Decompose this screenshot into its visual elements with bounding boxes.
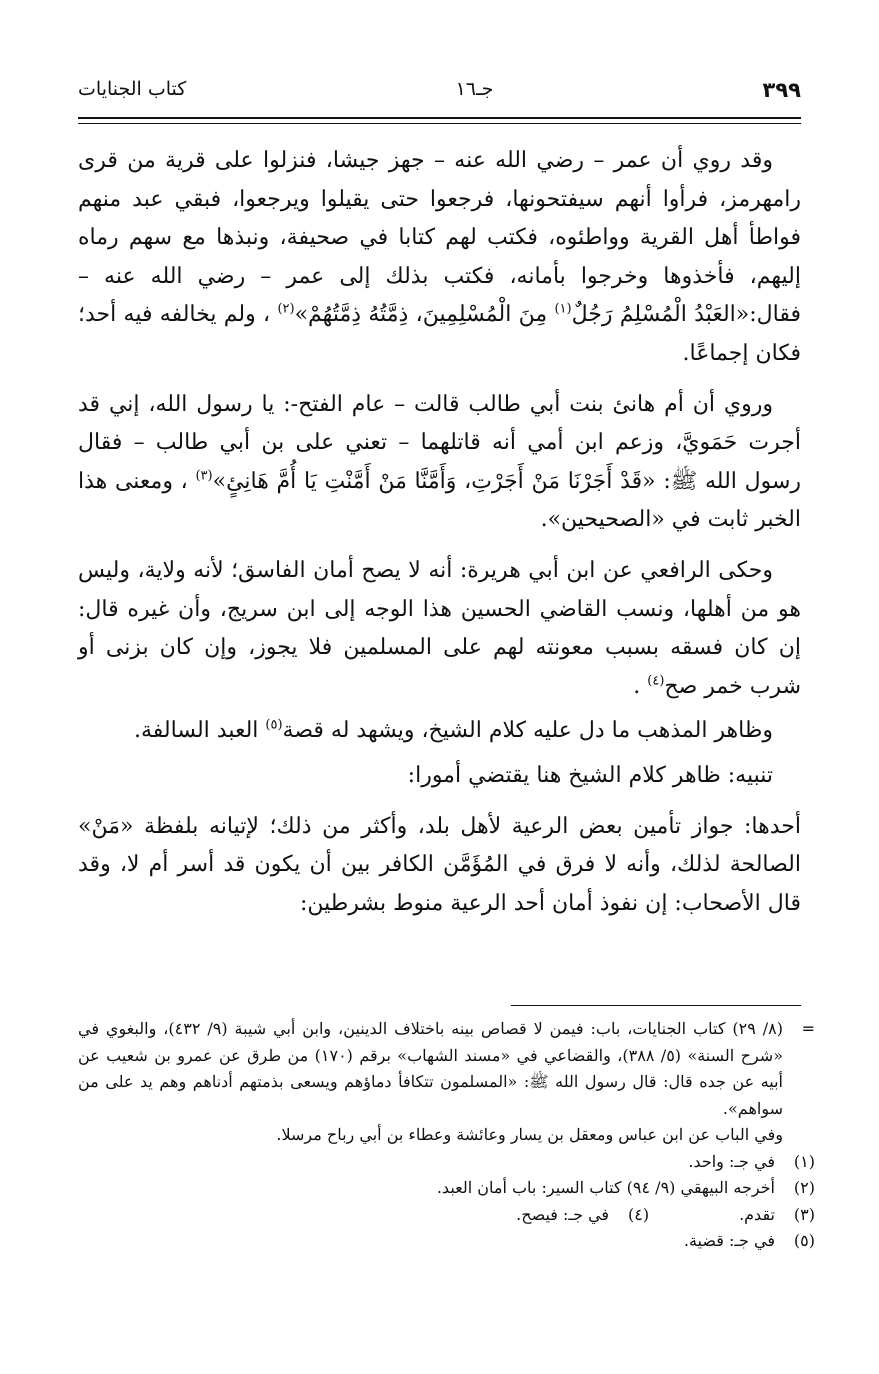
footnote-ref-4[interactable]: (٤)	[647, 673, 665, 689]
footnote-text: تقدم.	[739, 1204, 775, 1224]
paragraph-umm-hani: وروي أن أم هانئ بنت أبي طالب قالت – عام الفتح-: يا رسول الله، إني قد أجرت حَمَويَّ، وزعم ابن أمي أنه قاتلهما – تعني على بن أبي طالب – فقال رسول الله ﷺ: «قَدْ أَجَرْنَا مَنْ أَجَرْتِ، وَأَمَّنَّا مَنْ أَمَّنْتِ يَا أُمَّ هَانِئٍ»$^{(٣)}$ ، ومعنى هذا الخبر ثابت في «الصحيحين».	[78, 391, 802, 533]
footnote-1	[78, 1149, 815, 1176]
book-title: كتاب الجنايات	[78, 78, 187, 100]
main-text	[78, 142, 801, 935]
footnote-text: في جـ: قضية.	[683, 1231, 775, 1250]
running-header	[78, 78, 801, 114]
footnote-ref-5[interactable]: (٥)	[265, 717, 283, 733]
footnote-continuation	[78, 1016, 815, 1149]
footnotes	[78, 1016, 815, 1255]
footnote-number: (٢)	[793, 1178, 815, 1197]
paragraph-tanbih: تنبيه: ظاهر كلام الشيخ هنا يقتضي أمورا:	[407, 762, 773, 788]
paragraph-umar-army: وقد روي أن عمر – رضي الله عنه – جهز جيشا، فنزلوا على قرية من قرى رامهرمز، فرأوا أنهم سيفتحونها، فرجعوا حتى يقيلوا ويرجعوا، فبقي عبد منهم فواطأ أهل القرية وواطئوه، فكتب لهم كتابا في صحيفة، ونبذها مع سهم رماه إليهم، فأخذوها وخرجوا بأمانه، فكتب بذلك إلى عمر – رضي الله عنه – فقال:«العَبْدُ الْمُسْلِمُ رَجُلٌ$^{(١)}$ مِنَ الْمُسْلِمِينَ، ذِمَّتُهُ ذِمَّتُهُمْ»$^{(٢)}$ ، ولم يخالفه فيه أحد؛ فكان إجماعًا.	[78, 148, 801, 366]
footnote-number: (٥)	[793, 1231, 815, 1250]
footnote-2	[78, 1175, 815, 1202]
paragraph-madhhab: وظاهر المذهب ما دل عليه كلام الشيخ، ويشهد له قصة$^{(٥)}$ العبد السالفة.	[134, 717, 773, 744]
paragraph-first-point: أحدها: جواز تأمين بعض الرعية لأهل بلد، وأكثر من ذلك؛ لإتيانه بلفظة «مَنْ» الصالحة لذلك، وأنه لا فرق في المُؤَمَّن الكافر بين أن يكون قد أسر أم لا، وقد قال الأصحاب: إن نفوذ أمان أحد الرعية منوط بشرطين:	[78, 813, 801, 916]
volume-label: جـ١٦	[455, 78, 494, 100]
footnote-text: في جـ: واحد.	[688, 1151, 775, 1171]
footnote-5	[78, 1228, 815, 1255]
footnote-number: (٣)	[793, 1204, 815, 1224]
footnote-text: أخرجه البيهقي (٩/ ٩٤) كتاب السير: باب أمان العبد.	[436, 1178, 775, 1197]
continuation-line: (٨/ ٢٩) كتاب الجنايات، باب: فيمن لا قصاص بينه باختلاف الدينين، وابن أبي شيبة (٩/ ٤٣٢)، والبغوي في «شرح السنة» (٥/ ٣٨٨)، والقضاعي في «مسند الشهاب» برقم (١٧٠) من طرق عن عمرو بن شعيب عن أبيه عن جده قال: قال رسول الله ﷺ: «المسلمون تتكافأ دماؤهم ويسعى بذمتهم أدناهم وهم يد على من سواهم».	[78, 1019, 784, 1118]
footnote-separator	[511, 1005, 801, 1006]
header-rule-thin	[78, 123, 801, 124]
footnote-number: (٤)	[627, 1204, 650, 1224]
footnote-ref-1[interactable]: (١)	[554, 302, 572, 318]
footnote-ref-2[interactable]: (٢)	[277, 302, 295, 318]
continuation-mark: =	[801, 1019, 815, 1038]
header-rule-thick	[78, 117, 801, 119]
page-number: ٣٩٩	[762, 78, 801, 102]
footnote-3-4	[78, 1202, 815, 1229]
footnote-ref-3[interactable]: (٣)	[195, 468, 213, 484]
footnote-number: (١)	[793, 1151, 815, 1171]
continuation-line: وفي الباب عن ابن عباس ومعقل بن يسار وعائشة وعطاء بن أبي رباح مرسلا.	[276, 1125, 783, 1144]
paragraph-rafii: وحكى الرافعي عن ابن أبي هريرة: أنه لا يصح أمان الفاسق؛ لأنه ولاية، وليس هو من أهلها، ونسب القاضي الحسين هذا الوجه إلى ابن سريج، وأن غيره قال: إن كان فسقه بسبب معونته لهم على المسلمين فلا يجوز، وإن كان بزنى أو شرب خمر صح$^{(٤)}$ .	[78, 557, 801, 699]
footnote-text: في جـ: فيصح.	[516, 1204, 610, 1224]
